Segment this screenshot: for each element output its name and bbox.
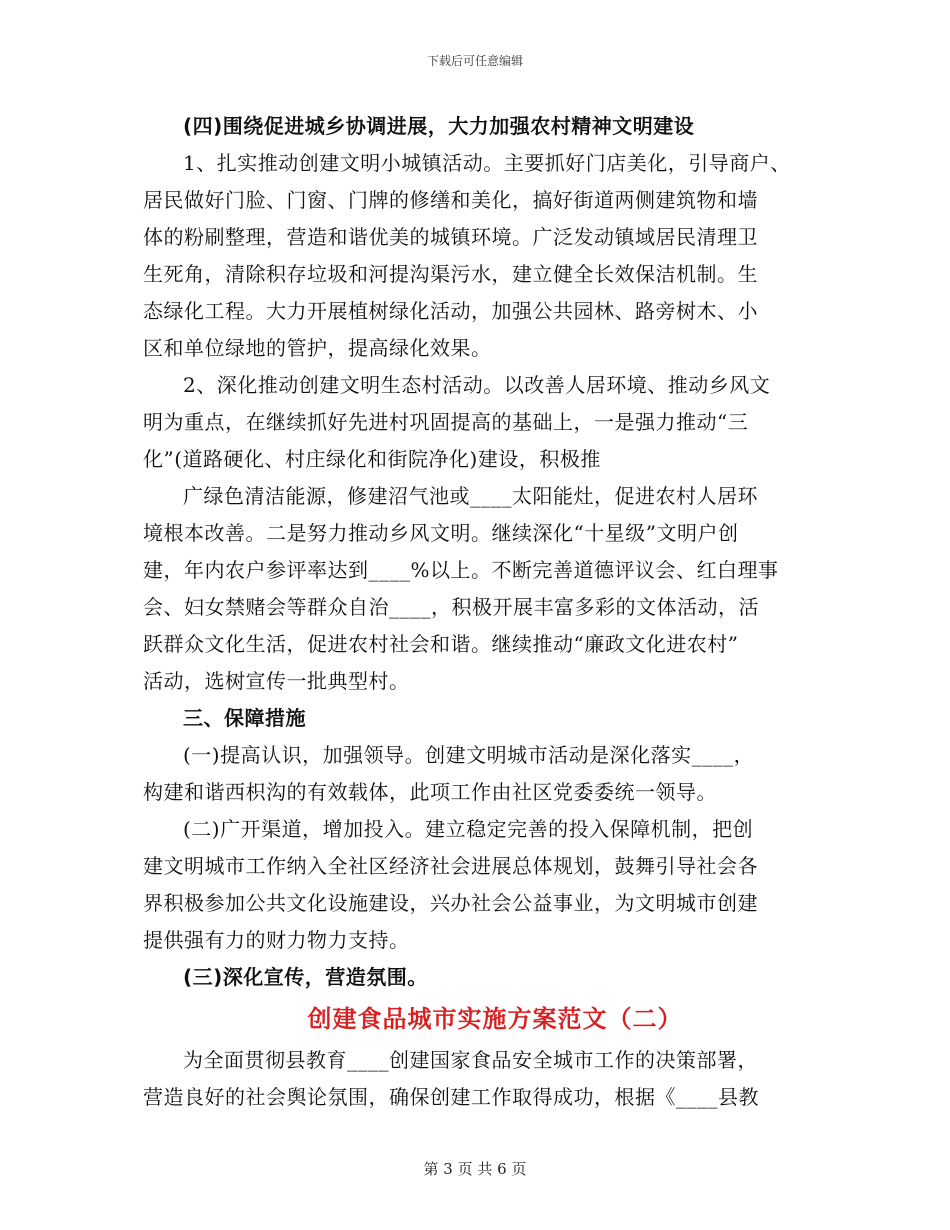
paragraph-line: 活动，选树宣传一批典型村。 [143,669,410,693]
paragraph-line: 建文明城市工作纳入全社区经济社会进展总体规划，鼓舞引导社会各 [143,854,758,878]
paragraph-line: 区和单位绿地的管护，提高绿化效果。 [143,336,492,360]
paragraph-line: (一)提高认识，加强领导。创建文明城市活动是深化落实____， [183,743,755,767]
subsection-heading: (三)深化宣传，营造氛围。 [183,965,428,989]
page-number-footer: 第 3 页 共 6 页 [423,1160,527,1178]
paragraph-line: 提供强有力的财力物力支持。 [143,928,410,952]
paragraph-line: 生死角，清除积存垃圾和河提沟渠污水，建立健全长效保洁机制。生 [143,262,758,286]
paragraph-line: 跃群众文化生活，促进农村社会和谐。继续推动“廉政文化进农村” [143,632,739,656]
paragraph-line: 1、扎实推动创建文明小城镇活动。主要抓好门店美化，引导商户、 [183,151,791,175]
paragraph-line: 会、妇女禁赌会等群众自治____，积极开展丰富多彩的文体活动，活 [143,595,759,619]
document-body [143,108,823,1116]
paragraph-line: 广绿色清洁能源，修建沼气池或____太阳能灶，促进农村人居环 [183,484,758,508]
paragraph-line: 明为重点，在继续抓好先进村巩固提高的基础上，一是强力推动“三 [143,410,749,434]
paragraph-line: 界积极参加公共文化设施建设，兴办社会公益事业，为文明城市创建 [143,891,758,915]
paragraph-line: 境根本改善。二是努力推动乡风文明。继续深化“十星级”文明户创 [143,521,739,545]
paragraph-line: (四)围绕促进城乡协调进展，大力加强农村精神文明建设 [183,114,695,138]
paragraph-line: 建，年内农户参评率达到____%以上。不断完善道德评议会、红白理事 [143,558,779,582]
section-heading: 三、保障措施 [183,706,306,730]
paragraph-line: 体的粉刷整理，营造和谐优美的城镇环境。广泛发动镇域居民清理卫 [143,225,758,249]
paragraph-line: (二)广开渠道，增加投入。建立稳定完善的投入保障机制，把创 [183,817,754,841]
document-section-title: 创建食品城市实施方案范文（二） [307,1005,683,1033]
paragraph-line: 构建和谐西枳沟的有效载体，此项工作由社区党委委统一领导。 [143,780,717,804]
paragraph-line: 居民做好门脸、门窗、门牌的修缮和美化，搞好街道两侧建筑物和墙 [143,188,758,212]
header-note: 下载后可任意编辑 [426,54,523,68]
paragraph-line: 化”(道路硬化、村庄绿化和街院净化)建设，积极推 [143,447,601,471]
paragraph-line: 态绿化工程。大力开展植树绿化活动，加强公共园林、路旁树木、小 [143,299,758,323]
paragraph-line: 营造良好的社会舆论氛围，确保创建工作取得成功，根据《____县教 [143,1085,759,1109]
paragraph-line: 2、深化推动创建文明生态村活动。以改善人居环境、推动乡风文 [183,373,771,397]
paragraph-line: 为全面贯彻县教育____创建国家食品安全城市工作的决策部署， [183,1048,758,1072]
